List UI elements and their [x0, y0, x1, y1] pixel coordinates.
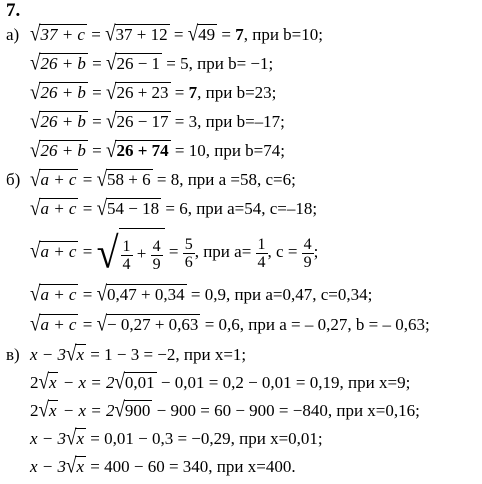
equation-a2: √26 + b = √26 − 1 = 5, при b= −1; — [30, 51, 274, 76]
equation-b2: √a + c = √54 − 18 = 6, при a=54, c=–18; — [30, 196, 318, 221]
label-v: в) — [6, 345, 20, 364]
label-a: а) — [6, 25, 20, 44]
equation-v4: x − 3√x = 0,01 − 0,3 = −0,29, при x=0,01; — [30, 426, 323, 451]
equation-a5: √26 + b = √26 + 74 = 10, при b=74; — [30, 138, 285, 163]
equation-a1: √37 + c = √37 + 12 = √49 = 7, при b=10; — [30, 22, 323, 47]
problem-number: 7. — [6, 0, 21, 21]
equation-v5: x − 3√x = 400 − 60 = 340, при x=400. — [30, 454, 296, 479]
label-b: б) — [6, 170, 21, 189]
equation-v3: 2√x − x = 2√900 − 900 = 60 − 900 = −840, при x=0,16; — [30, 398, 420, 423]
equation-v1: x − 3√x = 1 − 3 = −2, при x=1; — [30, 342, 247, 367]
equation-b3: √a + c = √ $\frac{1}{4}$ + $\frac{4}{9}$ = $\frac{5}{6}$ , при a= $\frac{1}{4}$ , c = $\frac{4}{9}$ ; — [30, 227, 319, 278]
equation-v2: 2√x − x = 2√0,01 − 0,01 = 0,2 − 0,01 = 0,19, при x=9; — [30, 370, 411, 395]
equation-b5: √a + c = √− 0,27 + 0,63 = 0,6, при a = – 0,27, b = – 0,63; — [30, 312, 430, 337]
equation-a4: √26 + b = √26 − 17 = 3, при b=–17; — [30, 109, 285, 134]
equation-b4: √a + c = √0,47 + 0,34 = 0,9, при a=0,47, c=0,34; — [30, 282, 373, 307]
equation-b1: √a + c = √58 + 6 = 8, при a =58, c=6; — [30, 167, 296, 192]
equation-a3: √26 + b = √26 + 23 = 7, при b=23; — [30, 80, 277, 105]
